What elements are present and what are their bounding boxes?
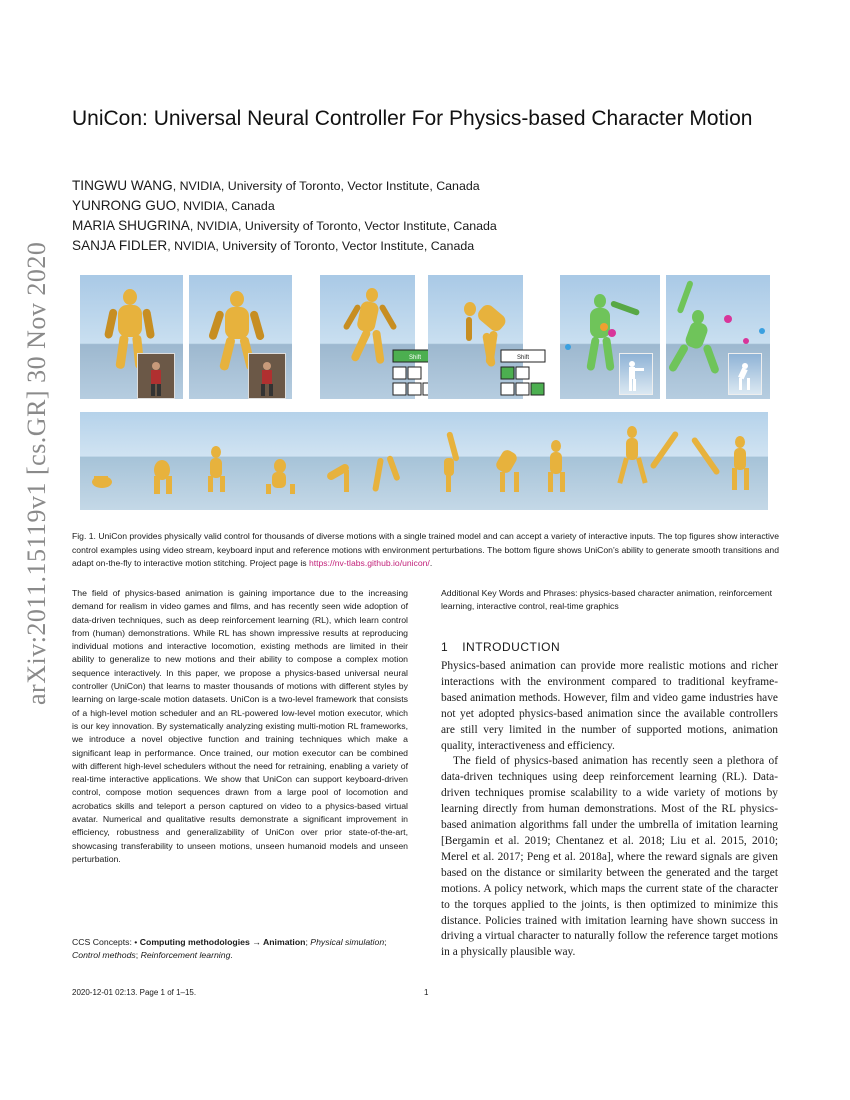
author-name: TINGWU WANG <box>72 178 173 193</box>
ccs-sep: ; <box>305 937 311 947</box>
author-line <box>72 176 772 196</box>
reference-motion-thumbnail <box>728 353 762 395</box>
author-affiliation: , NVIDIA, University of Toronto, Vector Institute, Canada <box>172 179 480 193</box>
author-name: SANJA FIDLER <box>72 238 168 253</box>
author-name: YUNRONG GUO <box>72 198 177 213</box>
caption-text: Fig. 1. UniCon provides physically valid control for thousands of diverse motions with a single trained model and can accept a variety of interactive inputs. The top figures show interactive control examples using video stream, keyboard input and reference motions with environment perturbations. The bottom figure shows UniCon’s ability to generate smooth transitions and adapt on-the-fly to interactive motion stitching. Project page is <box>72 531 779 568</box>
additional-keywords: Additional Key Words and Phrases: physics-based character animation, reinforcement learning, interactive control, real-time graphics <box>441 588 773 612</box>
paper-title: UniCon: Universal Neural Controller For Physics-based Character Motion <box>72 107 753 130</box>
ccs-bold: Computing methodologies → Animation <box>139 937 306 947</box>
page-number: 1 <box>424 988 429 997</box>
shift-key-label: Shift <box>516 355 530 361</box>
ccs-sep: ; <box>135 950 141 961</box>
author-affiliation: , NVIDIA, University of Toronto, Vector Institute, Canada <box>167 239 475 253</box>
author-list <box>72 176 772 256</box>
abstract: The field of physics-based animation is gaining importance due to the increasing demand for realism in video games and films, and has recently seen wide adoption of data-driven techniques, such as deep reinforcement learning (RL), which learn control from (human) demonstrations. While RL has shown impressive results at reproducing individual motions and interactive locomotion, existing methods are limited in their ability to generalize to new motions and their ability to compose a complex motion sequence interactively. In this paper, we propose a physics-based universal neural controller (UniCon) that learns to master thousands of motions with different styles by learning on large-scale motion datasets. UniCon is a two-level framework that consists of a high-level motion scheduler and an RL-powered low-level motion executor, which is our key innovation. By systematically analyzing existing multi-motion RL frameworks, we introduce a novel objective function and training techniques which make a significant leap in performance. Once trained, our motion executor can be combined with different high-level schedulers without the need for retraining, enabling a variety of real-time interactive applications. We show that UniCon can support keyboard-driven control, compose motion sequences drawn from a large pool of locomotion and acrobatics skills and teleport a person captured on video to a physics-based virtual avatar. Numerical and qualitative results demonstrate a significant improvement in efficiency, robustness and generalizability of UniCon over prior state-of-the-art, showcasing transferability to unseen motions, unseen humanoid models and unseen perturbation. <box>72 588 408 864</box>
author-line <box>72 236 772 256</box>
section-title: INTRODUCTION <box>462 640 561 654</box>
footer-date: 2020-12-01 02:13. Page 1 of 1–15. <box>72 988 197 997</box>
shift-key-label: Shift <box>408 355 422 361</box>
keyboard-overlay <box>500 349 546 404</box>
author-name: MARIA SHUGRINA <box>72 218 190 233</box>
project-page-link[interactable]: https://nv-tlabs.github.io/unicon/ <box>308 558 430 568</box>
author-line <box>72 196 772 216</box>
figure-motion-sequence <box>80 412 768 510</box>
section-number: 1 <box>441 640 449 654</box>
arxiv-identifier: arXiv:2011.15119v1 [cs.GR] 30 Nov 2020 <box>22 241 51 705</box>
reference-motion-thumbnail <box>619 353 653 395</box>
ccs-prefix: CCS Concepts: • <box>72 937 140 947</box>
author-affiliation: , NVIDIA, University of Toronto, Vector Institute, Canada <box>189 219 497 233</box>
section-heading <box>441 640 560 654</box>
author-affiliation: , NVIDIA, Canada <box>176 199 275 213</box>
figure-top-row <box>80 275 770 405</box>
author-line <box>72 216 772 236</box>
ccs-concepts <box>72 936 408 963</box>
figure-caption <box>72 530 779 571</box>
video-thumbnail <box>137 353 175 399</box>
introduction-body <box>441 659 778 961</box>
ccs-item: Control methods <box>72 950 136 961</box>
intro-paragraph: Physics-based animation can provide more realistic motions and richer interactions with the environment compared to traditional keyframe-based animation methods. However, film and video game industries have not yet adopted physics-based animation since the available controllers are still very limited in the number of supported motions, animation quality, interactiveness and efficiency. <box>441 660 778 752</box>
ccs-item: Reinforcement learning <box>140 950 231 961</box>
intro-paragraph: The field of physics-based animation has recently seen a plethora of data-driven techniques using deep reinforcement learning (RL). Data-driven techniques promise scalability to a wide variety of motions by learning directly from human demonstrations. Most of the RL physics-based animation algorithms fall under the umbrella of imitation learning [Bergamin et al. 2019; Chentanez et al. 2018; Liu et al. 2015, 2010; Merel et al. 2017; Peng et al. 2018a], where the reward signals are given based on the distance or similarity between the generated and the target motions. A policy network, which maps the current state of the character to the torques applied to the joints, is then optimized to minimize this distance. Policies trained with imitation learning have shown success in driving a virtual character to naturally follow the reference target motions in a physically plausible way. <box>441 755 778 959</box>
video-thumbnail <box>248 353 286 399</box>
caption-end: . <box>429 558 433 568</box>
motion-sequence-illustration <box>80 412 768 510</box>
ccs-end: . <box>230 950 233 961</box>
ccs-sep: ; <box>384 937 387 947</box>
ccs-item: Physical simulation <box>310 937 385 947</box>
